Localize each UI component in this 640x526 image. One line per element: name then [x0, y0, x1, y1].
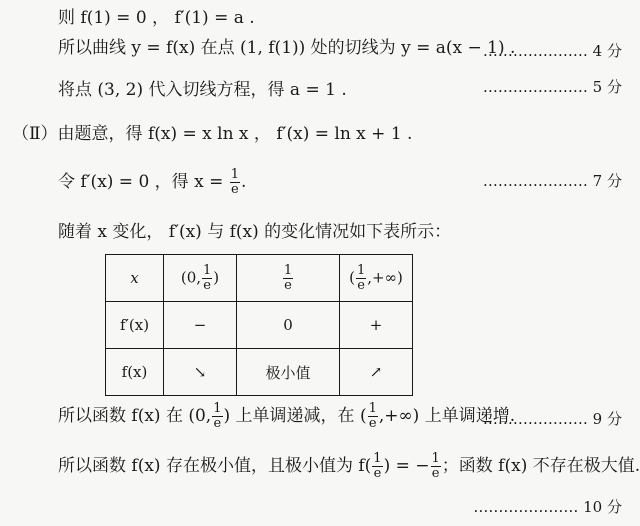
line-extreme-value: 所以函数 f(x) 存在极小值，且极小值为 f( $\frac{1}{e}$ ) = − $\frac{1}{e}$ ；函数 f(x) 不存在极大值. [58, 451, 640, 481]
fraction-numerator: 1 [230, 167, 240, 182]
variation-table [105, 254, 413, 396]
table-cell: + [340, 302, 413, 349]
line-f1-values: 则 f(1) = 0 ， f′(1) = a . [58, 8, 255, 28]
table-row-label: f′(x) [106, 302, 164, 349]
line-monotonicity: 所以函数 f(x) 在 (0, $\frac{1}{e}$ ) 上单调递减，在 ( $\frac{1}{e}$ ,+∞) 上单调递增. [58, 401, 516, 431]
score-4: ………………… 4 分 [482, 42, 622, 60]
line-tangent-equation: 所以曲线 y = f(x) 在点 (1, f(1)) 处的切线为 y = a(x − 1) . [58, 38, 516, 58]
table-header-critical-point: $\frac{1}{e}$ [237, 255, 340, 302]
table-header-x: x [106, 255, 164, 302]
table-row-label: f(x) [106, 349, 164, 396]
table-header-interval-right: ( $\frac{1}{e}$ ,+∞) [340, 255, 413, 302]
score-10: ………………… 10 分 [473, 498, 622, 516]
set-zero-text: 令 f′(x) = 0 ，得 x = [58, 172, 224, 192]
table-cell: 极小值 [237, 349, 340, 396]
score-9: ………………… 9 分 [482, 410, 622, 428]
table-row [106, 255, 413, 302]
score-7: ………………… 7 分 [482, 172, 622, 190]
table-header-interval-left: (0, $\frac{1}{e}$ ) [164, 255, 237, 302]
fraction-denominator: e [231, 182, 239, 197]
score-5: ………………… 5 分 [482, 78, 622, 96]
table-cell: ↗ [340, 349, 413, 396]
fraction-one-over-e [230, 168, 240, 197]
line-substitute-point: 将点 (3, 2) 代入切线方程，得 a = 1 . [58, 80, 347, 100]
table-row [106, 302, 413, 349]
table-row [106, 349, 413, 396]
table-cell: 0 [237, 302, 340, 349]
line-table-intro: 随着 x 变化， f′(x) 与 f(x) 的变化情况如下表所示： [58, 222, 452, 242]
table-cell: ↘ [164, 349, 237, 396]
table-cell: − [164, 302, 237, 349]
line-part-ii-derivative: （Ⅱ）由题意，得 f(x) = x ln x ， f′(x) = ln x + 1 . [12, 124, 413, 144]
line-set-derivative-zero: 令 f′(x) = 0 ，得 x = $\frac{1}{e}$ . [58, 167, 247, 197]
